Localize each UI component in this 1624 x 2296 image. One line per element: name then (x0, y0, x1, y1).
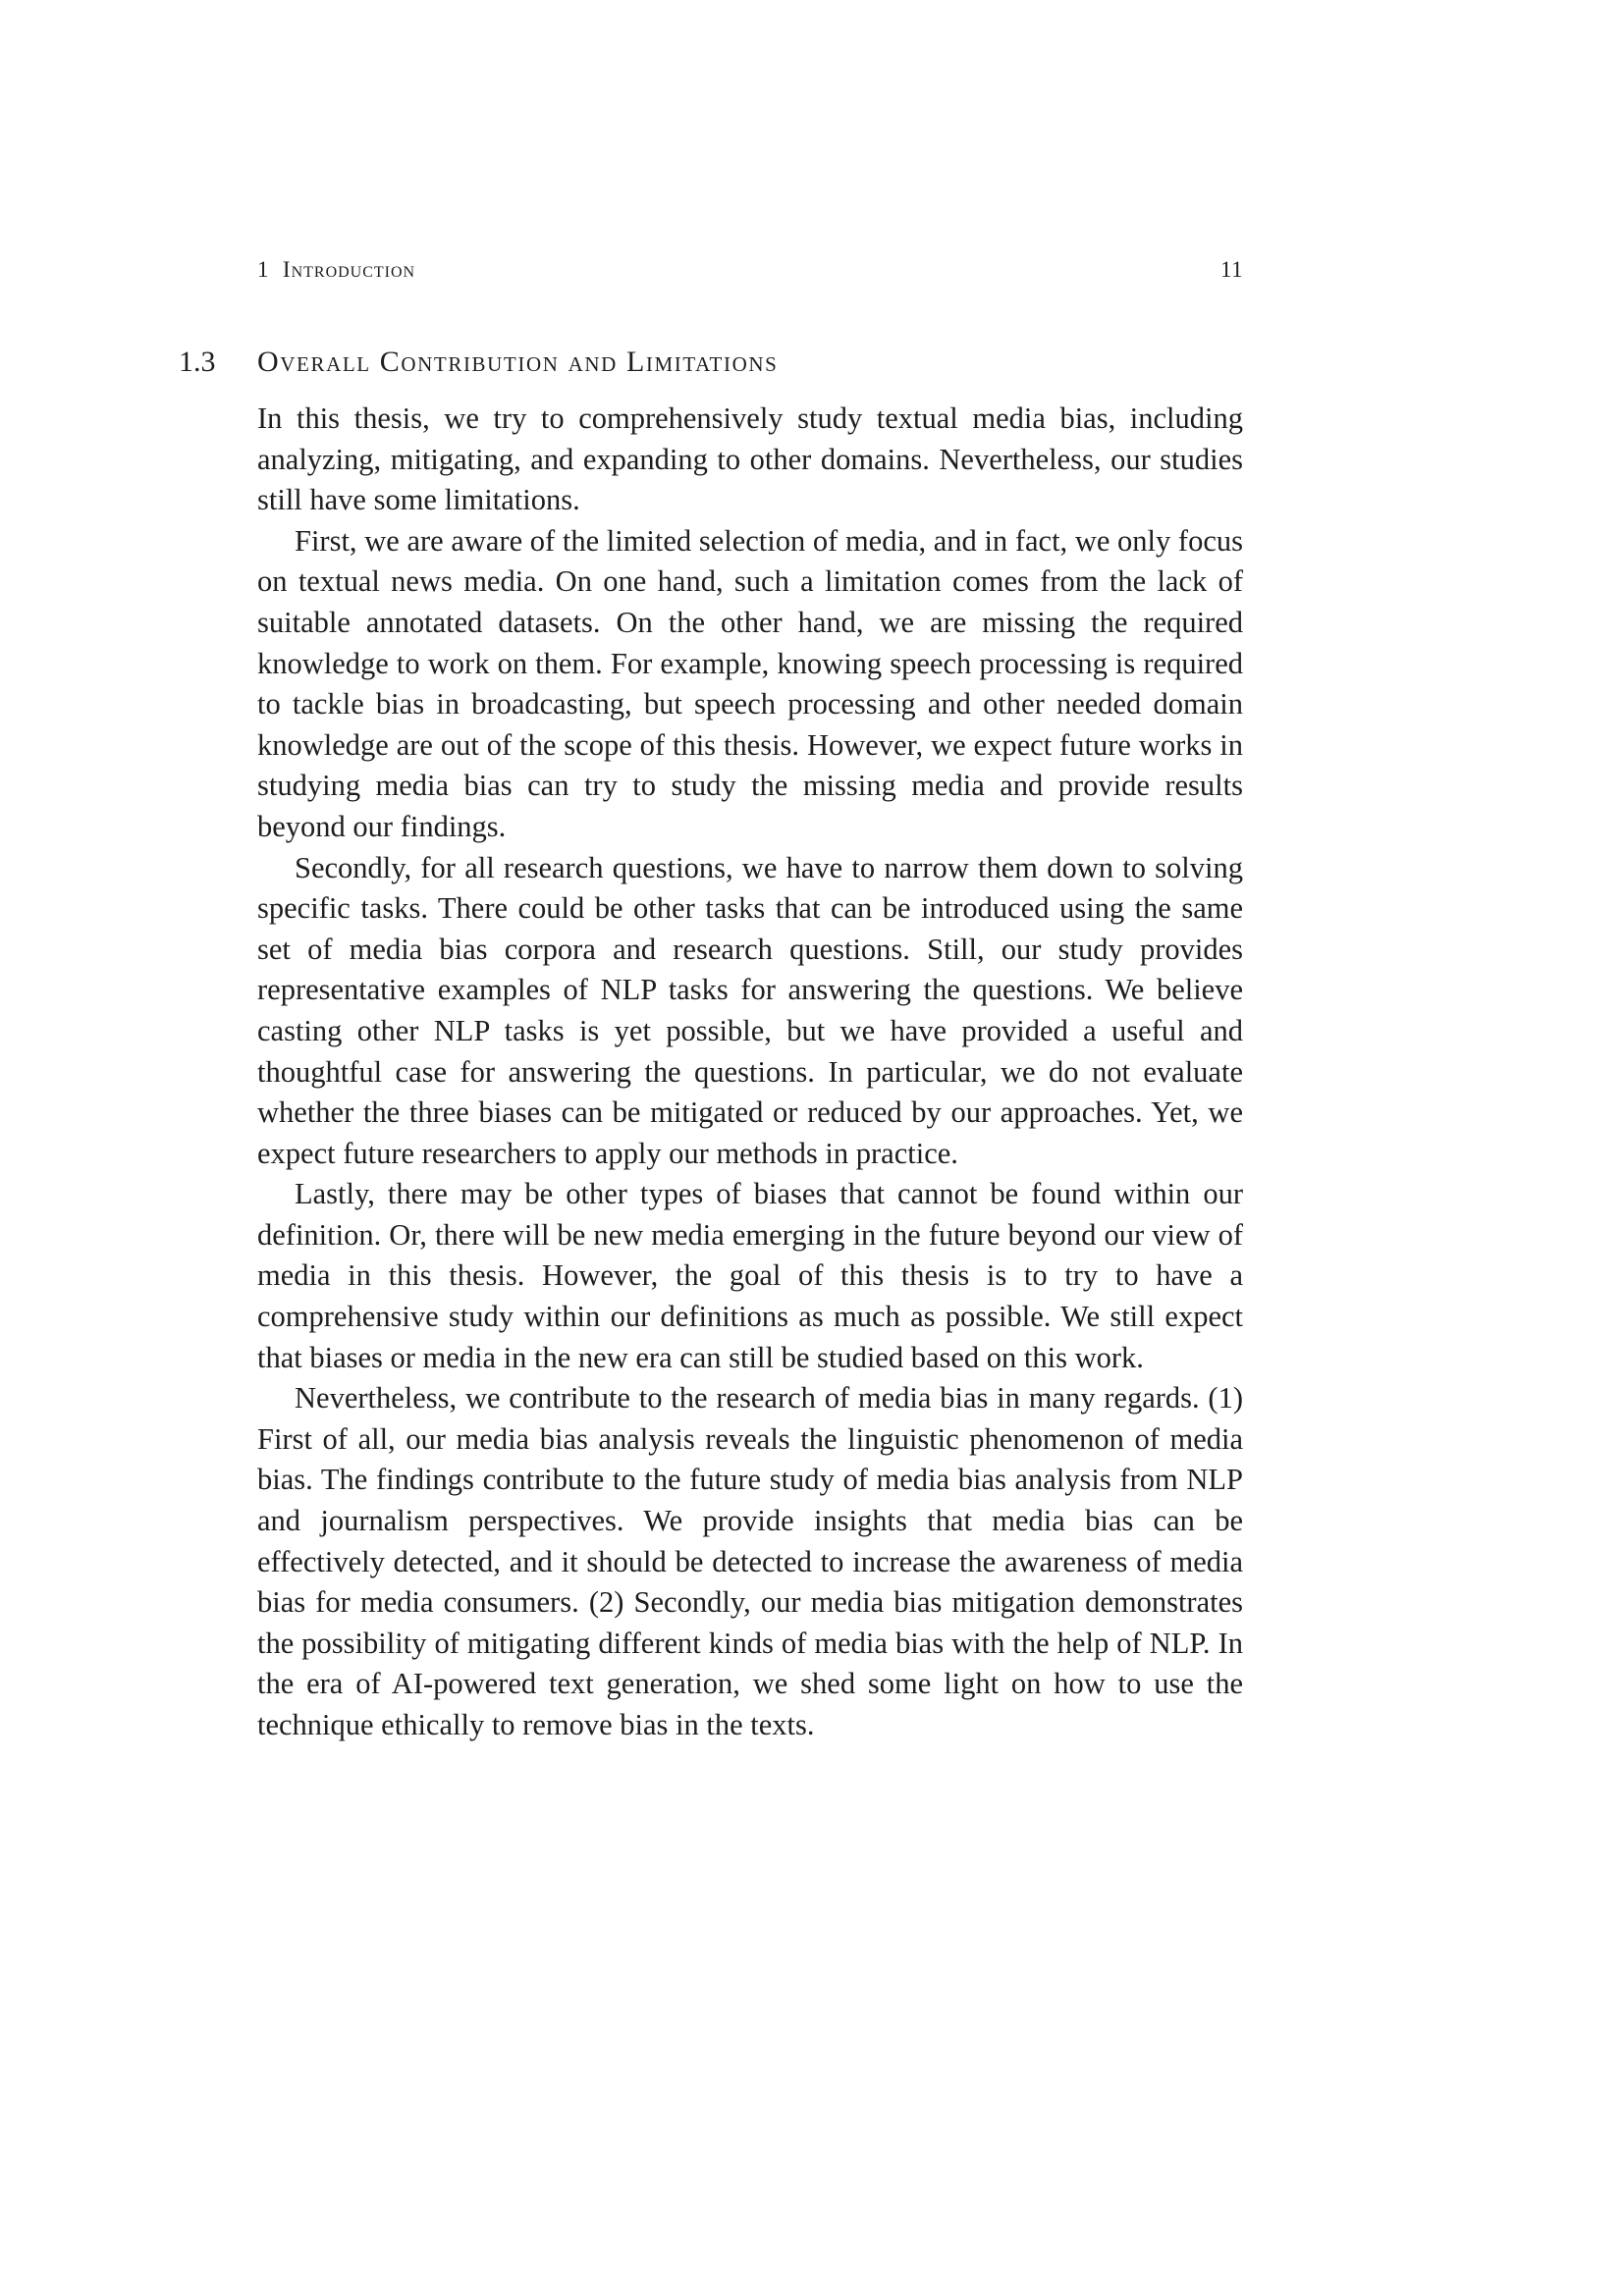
paragraph-second-limitation: Secondly, for all research questions, we have to narrow them down to solving specific tasks. There could be other tasks that can be introduced using the same set of media bias corpora and research questions. Still, our study provides representative examples of NLP tasks for answering the questions. We believe casting other NLP tasks is yet possible, but we have provided a useful and thoughtful case for answering the questions. In particular, we do not evaluate whether the three biases can be mitigated or reduced by our approaches. Yet, we expect future researchers to apply our methods in practice. (257, 850, 1243, 1170)
running-header-chapter (257, 257, 415, 283)
paragraph-first-limitation: First, we are aware of the limited selection of media, and in fact, we only focus on textual news media. On one hand, such a limitation comes from the lack of suitable annotated datasets. On the other hand, we are missing the required knowledge to work on them. For example, knowing speech processing is required to tackle bias in broadcasting, but speech processing and other needed domain knowledge are out of the scope of this thesis. However, we expect future works in studying media bias can try to study the missing media and provide results beyond our findings. (257, 523, 1243, 843)
section-number: 1.3 (179, 346, 216, 378)
body-text (257, 399, 1243, 1746)
chapter-title: Introduction (282, 257, 416, 282)
chapter-number: 1 (257, 257, 269, 282)
paragraph-last-limitation: Lastly, there may be other types of biases that cannot be found within our definition. Or, there will be new media emerging in the future beyond our view of media in this thesis. However, the goal of this thesis is to try to have a comprehensive study within our definitions as much as possible. We still expect that biases or media in the new era can still be studied based on this work. (257, 1177, 1243, 1374)
paragraph-intro: In this thesis, we try to comprehensively study textual media bias, including analyzing, mitigating, and expanding to other domains. Nevertheless, our studies still have some limitations. (257, 401, 1243, 517)
section-title: Overall Contribution and Limitations (257, 346, 779, 378)
paragraph-contributions: Nevertheless, we contribute to the research of media bias in many regards. (1) First of all, our media bias analysis reveals the linguistic phenomenon of media bias. The findings contribute to the future study of media bias analysis from NLP and journalism perspectives. We provide insights that media bias can be effectively detected, and it should be detected to increase the awareness of media bias for media consumers. (2) Secondly, our media bias mitigation demonstrates the possibility of mitigating different kinds of media bias with the help of NLP. In the era of AI-powered text generation, we shed some light on how to use the technique ethically to remove bias in the texts. (257, 1381, 1243, 1741)
running-header (257, 257, 1243, 291)
page-number: 11 (1220, 257, 1243, 282)
